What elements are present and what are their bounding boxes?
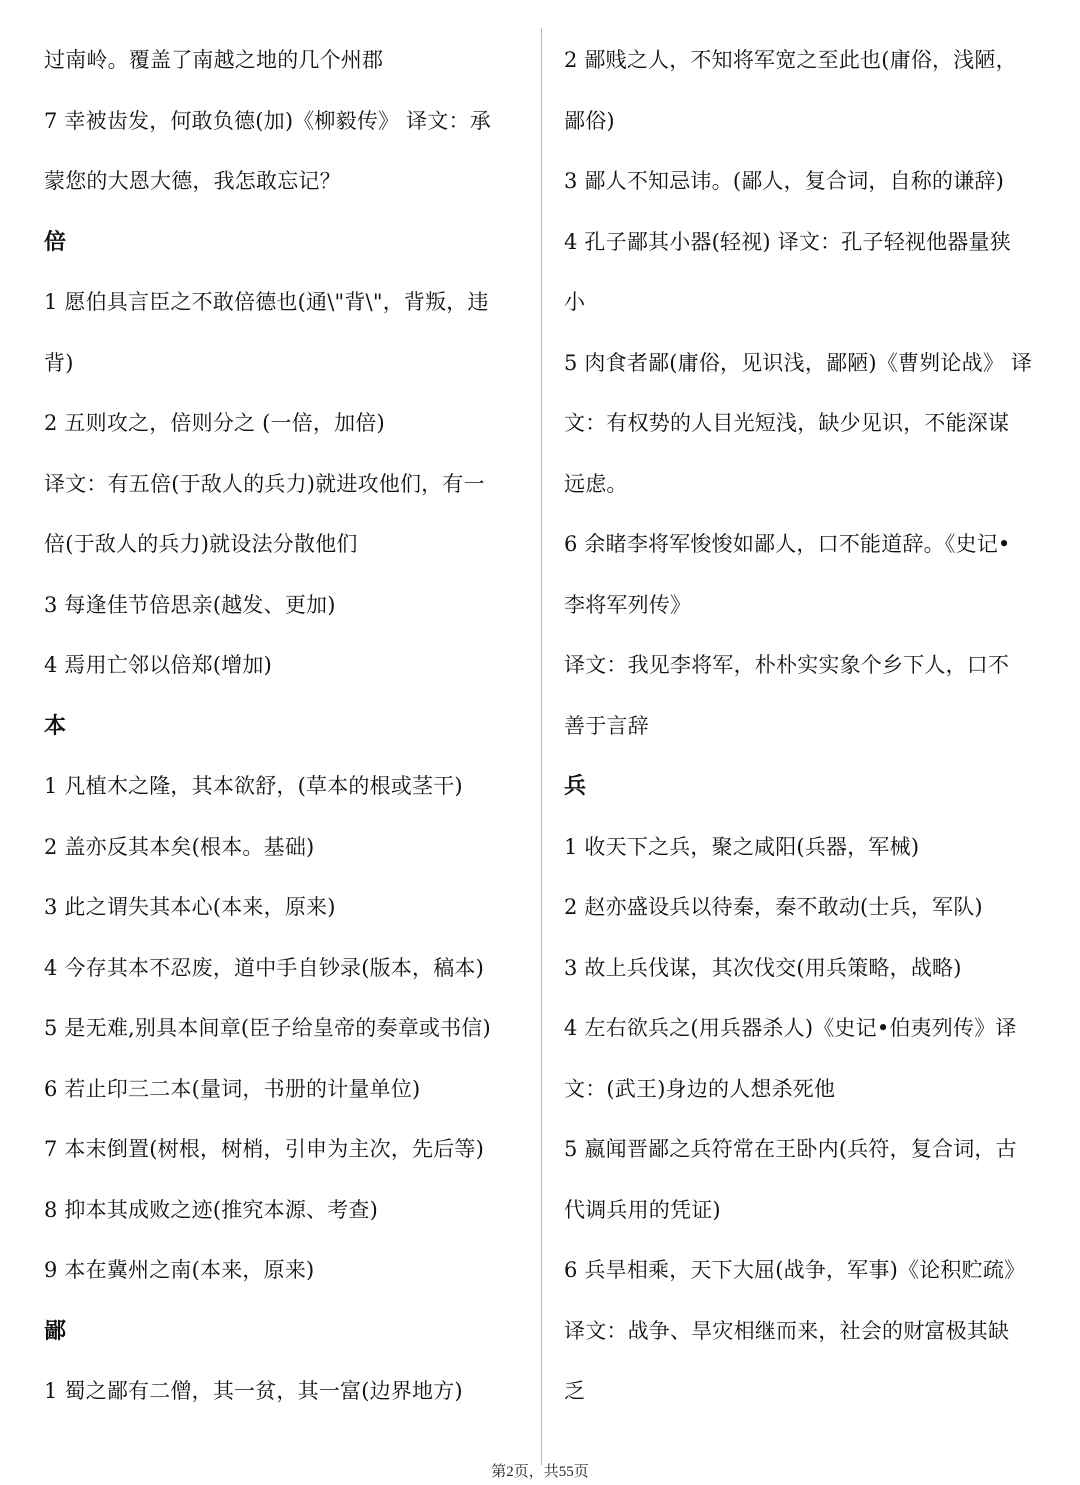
text-line: 6 兵旱相乘，天下大屈(战争，军事)《论积贮疏》 <box>564 1258 1026 1282</box>
text-line: 4 焉用亡邻以倍郑(增加) <box>44 653 273 677</box>
entry-heading: 鄙 <box>44 1317 67 1344</box>
text-line: 小 <box>564 290 586 314</box>
text-line: 1 愿伯具言臣之不敢倍德也(通\"背\"，背叛，违 <box>44 290 489 314</box>
text-line: 背) <box>44 350 74 375</box>
text-line: 4 今存其本不忍废，道中手自钞录(版本，稿本) <box>44 955 485 980</box>
text-line: 2 五则攻之，倍则分之 (一倍，加倍) <box>44 411 385 435</box>
text-line: 蒙您的大恩大德，我怎敢忘记？ <box>44 169 341 193</box>
right-column <box>564 30 1048 1422</box>
text-line: 李将军列传》 <box>564 592 692 617</box>
page-number-footer: 第2页，共55页 <box>491 1464 589 1480</box>
text-line: 译文：我见李将军，朴朴实实象个乡下人，口不 <box>564 653 1010 677</box>
text-line: 1 蜀之鄙有二僧，其一贫，其一富(边界地方) <box>44 1379 463 1403</box>
text-line: 译文：有五倍(于敌人的兵力)就进攻他们，有一 <box>44 471 485 496</box>
text-line: 4 左右欲兵之(用兵器杀人)《史记•伯夷列传》译 <box>564 1016 1017 1040</box>
text-line: 3 每逢佳节倍思亲(越发、更加) <box>44 592 336 617</box>
text-line: 过南岭。覆盖了南越之地的几个州郡 <box>44 48 384 72</box>
text-line: 7 本末倒置(树根，树梢，引申为主次，先后等) <box>44 1137 485 1161</box>
text-line: 5 肉食者鄙(庸俗，见识浅，鄙陋)《曹刿论战》 译 <box>564 350 1033 375</box>
text-line: 代调兵用的凭证) <box>564 1197 721 1222</box>
text-line: 2 盖亦反其本矣(根本。基础) <box>44 834 315 859</box>
text-line: 倍(于敌人的兵力)就设法分散他们 <box>44 532 358 556</box>
entry-heading: 本 <box>44 712 67 739</box>
text-line: 9 本在冀州之南(本来，原来) <box>44 1258 315 1282</box>
text-line: 远虑。 <box>564 471 628 496</box>
text-line: 3 鄙人不知忌讳。(鄙人，复合词，自称的谦辞) <box>564 169 1005 193</box>
text-line: 文：(武王)身边的人想杀死他 <box>564 1076 836 1101</box>
text-line: 5 是无难,别具本间章(臣子给皇帝的奏章或书信) <box>44 1016 491 1040</box>
text-line: 5 嬴闻晋鄙之兵符常在王卧内(兵符，复合词，古 <box>564 1137 1017 1161</box>
text-line: 8 抑本其成败之迹(推究本源、考查) <box>44 1197 379 1222</box>
text-line: 善于言辞 <box>564 713 649 738</box>
text-line: 4 孔子鄙其小器(轻视) 译文：孔子轻视他器量狭 <box>564 229 1011 254</box>
text-line: 2 赵亦盛设兵以待秦，秦不敢动(士兵，军队) <box>564 895 983 919</box>
text-line: 1 凡植木之隆，其本欲舒，(草本的根或茎干) <box>44 774 463 798</box>
text-line: 6 若止印三二本(量词，书册的计量单位) <box>44 1076 421 1101</box>
text-line: 3 此之谓失其本心(本来，原来) <box>44 895 336 919</box>
text-line: 译文：战争、旱灾相继而来，社会的财富极其缺 <box>564 1318 1010 1343</box>
text-line: 7 幸被齿发，何敢负德(加)《柳毅传》 译文：承 <box>44 108 491 133</box>
text-line: 乏 <box>564 1379 586 1403</box>
entry-heading: 兵 <box>564 773 587 799</box>
text-line: 3 故上兵伐谋，其次伐交(用兵策略，战略) <box>564 955 962 980</box>
text-line: 1 收天下之兵，聚之咸阳(兵器，军械) <box>564 834 920 859</box>
text-line: 6 余睹李将军悛悛如鄙人，口不能道辞。《史记• <box>564 532 1011 556</box>
left-column <box>44 30 528 1422</box>
column-divider <box>541 28 542 1465</box>
entry-heading: 倍 <box>44 228 67 255</box>
text-line: 2 鄙贱之人，不知将军宽之至此也(庸俗，浅陋， <box>564 48 1017 72</box>
text-line: 文：有权势的人目光短浅，缺少见识，不能深谋 <box>564 411 1010 435</box>
text-line: 鄙俗) <box>564 108 615 133</box>
